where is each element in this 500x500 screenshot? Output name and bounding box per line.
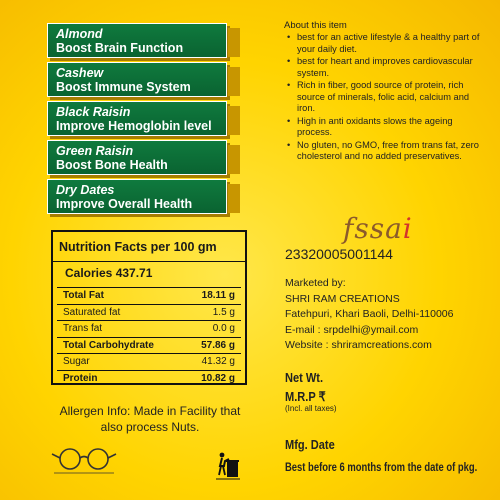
company-website: Website : shriramcreations.com — [285, 339, 432, 351]
mrp-label: M.R.P ₹ — [285, 389, 326, 404]
nutrition-row — [57, 287, 241, 304]
marketed-heading: Marketed by: — [285, 277, 346, 289]
company-address: Fatehpuri, Khari Baoli, Delhi-110006 — [285, 308, 454, 320]
dispose-bin-icon — [216, 451, 240, 486]
nutrient-value: 0.0 g — [212, 323, 235, 335]
nutrient-value: 18.11 g — [201, 290, 235, 302]
nutrition-row — [57, 320, 241, 337]
benefit-name: Dry Dates — [56, 183, 115, 197]
fssai-logo-accent: i — [402, 212, 413, 245]
benefit-banner-dry-dates — [47, 179, 227, 214]
benefit-banner-almond — [47, 23, 227, 58]
nutrition-row — [57, 370, 241, 387]
nutrition-facts-table — [51, 230, 247, 385]
about-item: • best for heart and improves cardiovascular system. — [287, 56, 487, 79]
mfg-date-label: Mfg. Date — [285, 437, 335, 452]
nutrition-row — [57, 353, 241, 370]
nutrient-label: Total Fat — [63, 290, 104, 302]
nutrient-label: Saturated fat — [63, 306, 121, 318]
fssai-logo-text: fssai — [343, 212, 413, 245]
benefit-name: Green Raisin — [56, 144, 134, 158]
mrp-note: (Incl. all taxes) — [285, 404, 337, 413]
benefit-name: Almond — [56, 27, 103, 41]
about-item: • best for an active lifestyle & a healthy part of your daily diet. — [287, 32, 487, 55]
benefit-text: Boost Immune System — [56, 80, 191, 94]
nutrient-label: Protein — [63, 372, 98, 384]
allergen-info: Allergen Info: Made in Facility that also process Nuts. — [59, 404, 241, 434]
nutrition-row — [57, 337, 241, 354]
nutrition-row — [57, 304, 241, 321]
calories-value: Calories 437.71 — [65, 266, 153, 280]
nutrient-label: Total Carbohydrate — [63, 339, 154, 351]
about-item: • High in anti oxidants slows the ageing process. — [287, 116, 487, 139]
company-email: E-mail : srpdelhi@ymail.com — [285, 323, 419, 336]
benefit-banner-cashew — [47, 62, 227, 97]
swachh-bharat-icon — [48, 446, 120, 481]
benefit-text: Boost Brain Function — [56, 41, 184, 55]
best-before-text: Best before 6 months from the date of pkg. — [285, 462, 478, 474]
about-item: • No gluten, no GMO, free from trans fat, zero cholesterol and no added preservatives. — [287, 140, 487, 163]
benefit-banner-green-raisin — [47, 140, 227, 175]
benefit-text: Improve Overall Health — [56, 197, 193, 211]
fssai-number: 23320005001144 — [285, 246, 393, 262]
marketed-by-block — [285, 276, 454, 354]
about-title: About this item — [284, 20, 347, 31]
benefit-name: Black Raisin — [56, 105, 131, 119]
about-list — [287, 32, 487, 164]
nutrient-label: Trans fat — [63, 323, 103, 335]
nutrient-value: 41.32 g — [201, 356, 235, 368]
benefit-text: Improve Hemoglobin level — [56, 119, 212, 133]
nutrient-value: 10.82 g — [201, 372, 235, 384]
nutrient-value: 57.86 g — [201, 339, 235, 351]
benefit-text: Boost Bone Health — [56, 158, 168, 172]
benefit-banner-black-raisin — [47, 101, 227, 136]
fssai-logo — [343, 212, 413, 245]
net-weight-label: Net Wt. — [285, 370, 324, 385]
benefit-name: Cashew — [56, 66, 104, 80]
about-item: • Rich in fiber, good source of protein, rich source of minerals, folic acid, calcium and iron. — [287, 80, 487, 115]
company-name: SHRI RAM CREATIONS — [285, 292, 400, 305]
nutrient-label: Sugar — [63, 356, 90, 368]
nutrient-value: 1.5 g — [212, 306, 235, 318]
nutrition-title: Nutrition Facts per 100 gm — [53, 232, 245, 262]
